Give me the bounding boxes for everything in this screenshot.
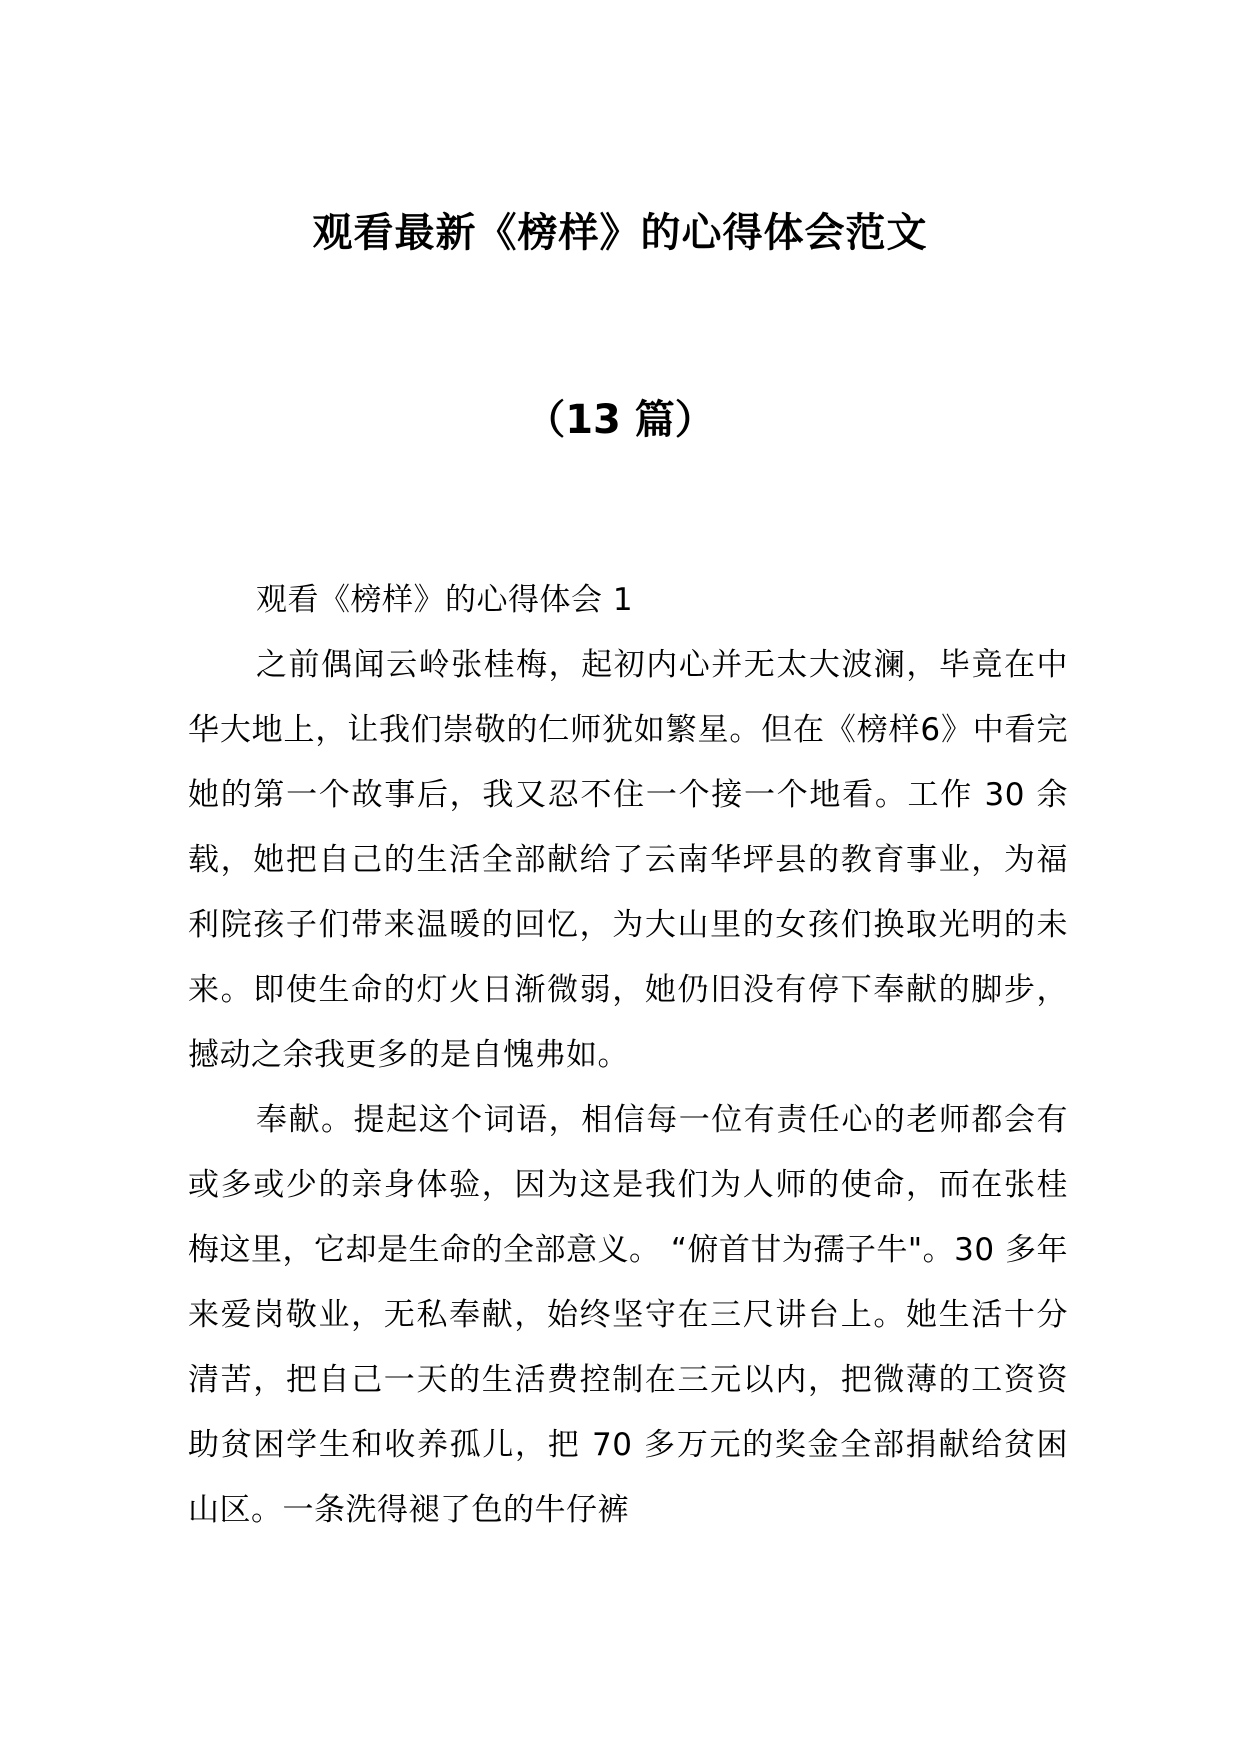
document-body	[188, 568, 1068, 1543]
document-subtitle: （13 篇）	[525, 397, 715, 443]
paragraph: 之前偶闻云岭张桂梅，起初内心并无太大波澜，毕竟在中华大地上，让我们崇敬的仁师犹如繁星。但在《榜样6》中看完她的第一个故事后，我又忍不住一个接一个地看。工作 30 余载，她把自己的生活全部献给了云南华坪县的教育事业，为福利院孩子们带来温暖的回忆，为大山里的女孩们换取光明的未来。即使生命的灯火日渐微弱，她仍旧没有停下奉献的脚步，撼动之余我更多的是自愧弗如。	[188, 647, 1068, 1073]
section-heading: 观看《榜样》的心得体会 1	[256, 582, 634, 618]
document-title: 观看最新《榜样》的心得体会范文	[312, 210, 928, 256]
paragraph: 奉献。提起这个词语，相信每一位有责任心的老师都会有或多或少的亲身体验，因为这是我们为人师的使命，而在张桂梅这里，它却是生命的全部意义。 “俯首甘为孺子牛"。30 多年来爱岗敬业，无私奉献，始终坚守在三尺讲台上。她生活十分清苦，把自己一天的生活费控制在三元以内，把微薄的工资资助贫困学生和收养孤儿，把 70 多万元的奖金全部捐献给贫困山区。一条洗得褪了色的牛仔裤	[188, 1102, 1068, 1528]
